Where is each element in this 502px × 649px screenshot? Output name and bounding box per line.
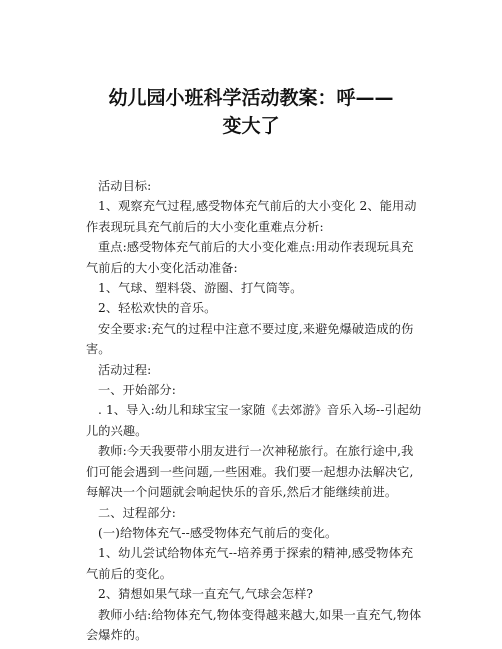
paragraph-process-heading: 活动过程: bbox=[98, 362, 152, 377]
paragraph-teacher-summary: 教师小结:给物体充气,物体变得越来越大,如果一直充气,物体会爆炸的。 bbox=[86, 607, 422, 642]
paragraph-section-2-heading: 二、过程部分: bbox=[98, 505, 176, 520]
paragraph-objectives: 1、观察充气过程,感受物体充气前后的大小变化 2、能用动作表现玩具充气前后的大小变化重难点分析: bbox=[86, 199, 417, 234]
document-title bbox=[60, 84, 442, 140]
paragraph-section-1-heading: 一、开始部分: bbox=[98, 383, 176, 398]
paragraph-safety: 安全要求:充气的过程中注意不要过度,来避免爆破造成的伤害。 bbox=[86, 321, 414, 357]
paragraph-objectives-heading: 活动目标: bbox=[98, 179, 152, 193]
paragraph-teacher-intro: 教师:今天我要带小朋友进行一次神秘旅行。在旅行途中,我们可能会遇到一些问题,一些困难。我们要一起想办法解决它,每解决一个问题就会响起快乐的音乐,然后才能继续前进。 bbox=[86, 444, 414, 500]
title-line-2: 变大了 bbox=[222, 115, 280, 137]
title-line-1: 幼儿园小班科学活动教案：呼—— bbox=[108, 87, 394, 109]
paragraph-intro: . 1、导入:幼儿和球宝宝一家随《去郊游》音乐入场--引起幼儿的兴趣。 bbox=[86, 403, 422, 438]
paragraph-step-1: 1、幼儿尝试给物体充气--培养勇于探索的精神,感受物体充气前后的变化。 bbox=[86, 546, 414, 581]
paragraph-subsection-1: (一)给物体充气--感受物体充气前后的变化。 bbox=[98, 525, 338, 540]
paragraph-prep-2: 2、轻松欢快的音乐。 bbox=[98, 301, 217, 316]
paragraph-key-points: 重点:感受物体充气前后的大小变化难点:用动作表现玩具充气前后的大小变化活动准备: bbox=[86, 240, 414, 275]
document-body bbox=[86, 176, 422, 645]
paragraph-prep-1: 1、气球、塑料袋、游圈、打气筒等。 bbox=[98, 281, 303, 296]
paragraph-step-2: 2、猜想如果气球一直充气,气球会怎样? bbox=[98, 587, 314, 602]
